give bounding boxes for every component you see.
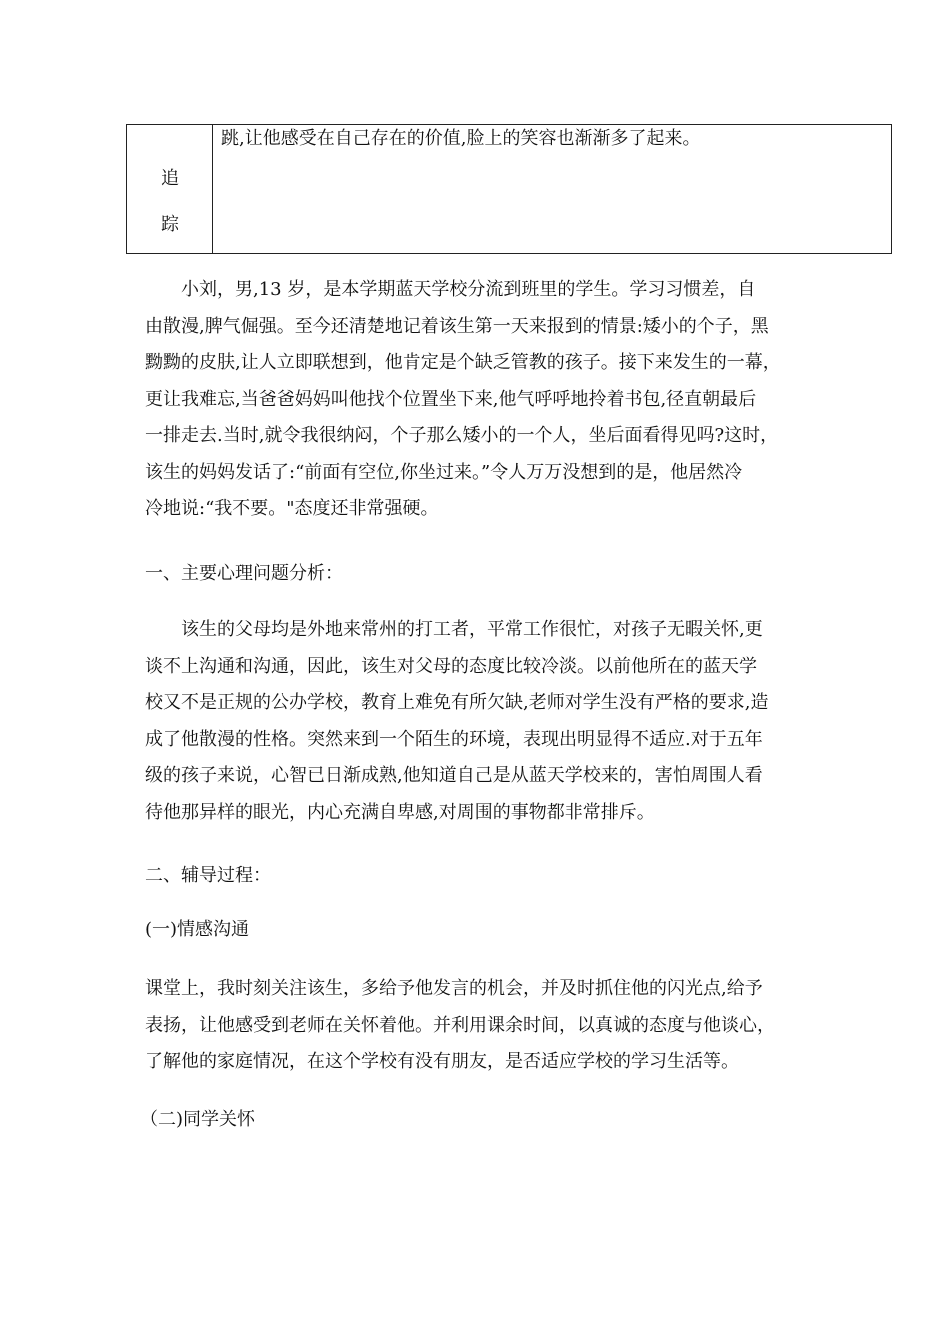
text-line: 了解他的家庭情况，在这个学校有没有朋友，是否适应学校的学习生活等。 — [145, 1051, 739, 1072]
section-heading: 二、辅导过程： — [145, 865, 271, 886]
text-line: 校又不是正规的公办学校，教育上难免有所欠缺,老师对学生没有严格的要求,造 — [145, 692, 769, 713]
text-line: 该生的父母均是外地来常州的打工者，平常工作很忙，对孩子无暇关怀,更 — [145, 619, 763, 640]
text-line: 谈不上沟通和沟通，因此，该生对父母的态度比较冷淡。以前他所在的蓝天学 — [145, 655, 757, 677]
text-line: 表扬，让他感受到老师在关怀着他。并利用课余时间，以真诚的态度与他谈心， — [145, 1014, 775, 1036]
analysis-paragraph — [145, 612, 810, 831]
case-description-paragraph — [145, 272, 810, 528]
text-line: 成了他散漫的性格。突然来到一个陌生的环境，表现出明显得不适应.对于五年 — [145, 728, 763, 750]
text-line: 由散漫,脾气倔强。至今还清楚地记着该生第一天来报到的情景:矮小的个子，黑 — [145, 315, 769, 337]
tracking-label-char: 踪 — [161, 214, 179, 235]
text-line: 课堂上，我时刻关注该生，多给予他发言的机会，并及时抓住他的闪光点,给予 — [145, 978, 763, 999]
tracking-table — [126, 124, 892, 254]
text-line: 一排走去.当时,就令我很纳闷，个子那么矮小的一个人，坐后面看得见吗?这时， — [145, 425, 779, 446]
emotional-communication-paragraph — [145, 971, 810, 1081]
section-heading: 一、主要心理问题分析： — [145, 563, 343, 584]
text-line: 小刘，男,13 岁，是本学期蓝天学校分流到班里的学生。学习习惯差，自 — [145, 279, 756, 300]
text-line: 待他那异样的眼光，内心充满自卑感,对周围的事物都非常排斥。 — [145, 801, 655, 823]
tracking-content-cell: 跳,让他感受在自己存在的价值,脸上的笑容也渐渐多了起来。 — [221, 128, 701, 149]
text-line: 级的孩子来说，心智已日渐成熟,他知道自己是从蓝天学校来的，害怕周围人看 — [145, 765, 763, 786]
tracking-label-cell — [127, 125, 213, 253]
subsection-heading: （二)同学关怀 — [140, 1109, 256, 1130]
subsection-heading: (一)情感沟通 — [145, 919, 250, 940]
text-line: 冷地说:“我不要。"态度还非常强硬。 — [145, 498, 439, 519]
tracking-label-char: 追 — [161, 168, 179, 189]
text-line: 黝黝的皮肤,让人立即联想到，他肯定是个缺乏管教的孩子。接下来发生的一幕， — [145, 352, 781, 373]
text-line: 该生的妈妈发话了:“前面有空位,你坐过来。”令人万万没想到的是，他居然冷 — [145, 461, 743, 483]
text-line: 更让我难忘,当爸爸妈妈叫他找个位置坐下来,他气呼呼地拎着书包,径直朝最后 — [145, 388, 757, 410]
